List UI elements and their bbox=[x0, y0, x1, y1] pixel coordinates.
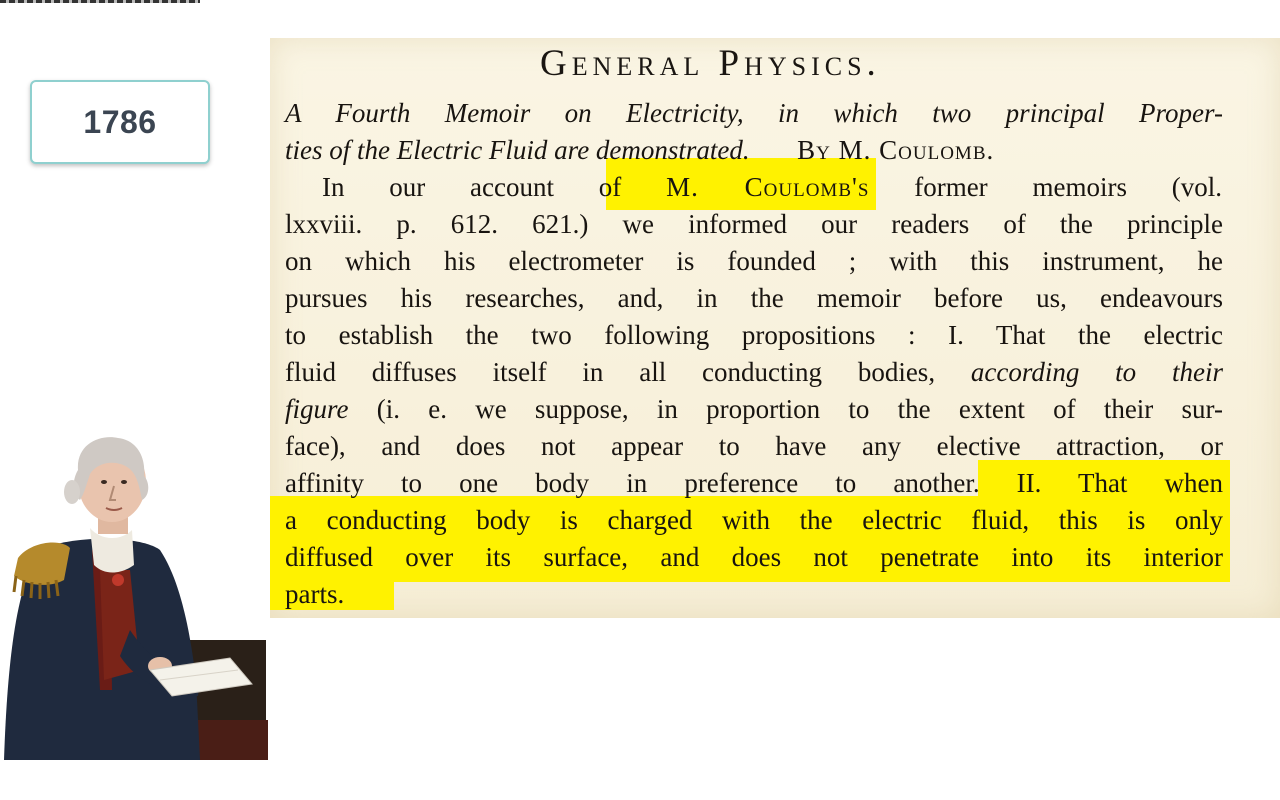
text-line-11: affinity to one body in preference to another. II. That when bbox=[285, 468, 1223, 498]
text-line-9: figure (i. e. we suppose, in proportion to the extent of their sur- bbox=[285, 394, 1223, 424]
top-edge-artifact bbox=[0, 0, 200, 3]
text-line-6: pursues his researches, and, in the memoir before us, endeavours bbox=[285, 283, 1223, 313]
year-label: 1786 bbox=[83, 103, 157, 140]
text-line-4: lxxviii. p. 612. 621.) we informed our readers of the principle bbox=[285, 209, 1223, 239]
coulomb-name: M. Coulomb's bbox=[666, 172, 870, 202]
coulomb-portrait bbox=[0, 430, 268, 760]
text-line-13: diffused over its surface, and does not penetrate into its interior bbox=[285, 542, 1223, 572]
page-heading: General Physics. bbox=[540, 43, 881, 84]
author-byline: By M. Coulomb. bbox=[797, 135, 995, 165]
text-line-14: parts. bbox=[285, 579, 345, 609]
text-line-5: on which his electrometer is founded ; with this instrument, he bbox=[285, 246, 1223, 276]
text-line-7: to establish the two following propositions : I. That the electric bbox=[285, 320, 1223, 350]
text-line-12: a conducting body is charged with the electric fluid, this is only bbox=[285, 505, 1223, 535]
year-label-box bbox=[30, 80, 210, 164]
text-line-3: In our account of M. Coulomb's former memoirs (vol. bbox=[322, 172, 1222, 202]
text-line-10: face), and does not appear to have any elective attraction, or bbox=[285, 431, 1223, 461]
memoir-title-line-1: A Fourth Memoir on Electricity, in which two principal Proper- bbox=[285, 98, 1223, 128]
text-line-8: fluid diffuses itself in all conducting bodies, according to their bbox=[285, 357, 1223, 387]
memoir-title-line-2: ties of the Electric Fluid are demonstrated. By M. Coulomb. bbox=[285, 135, 995, 165]
